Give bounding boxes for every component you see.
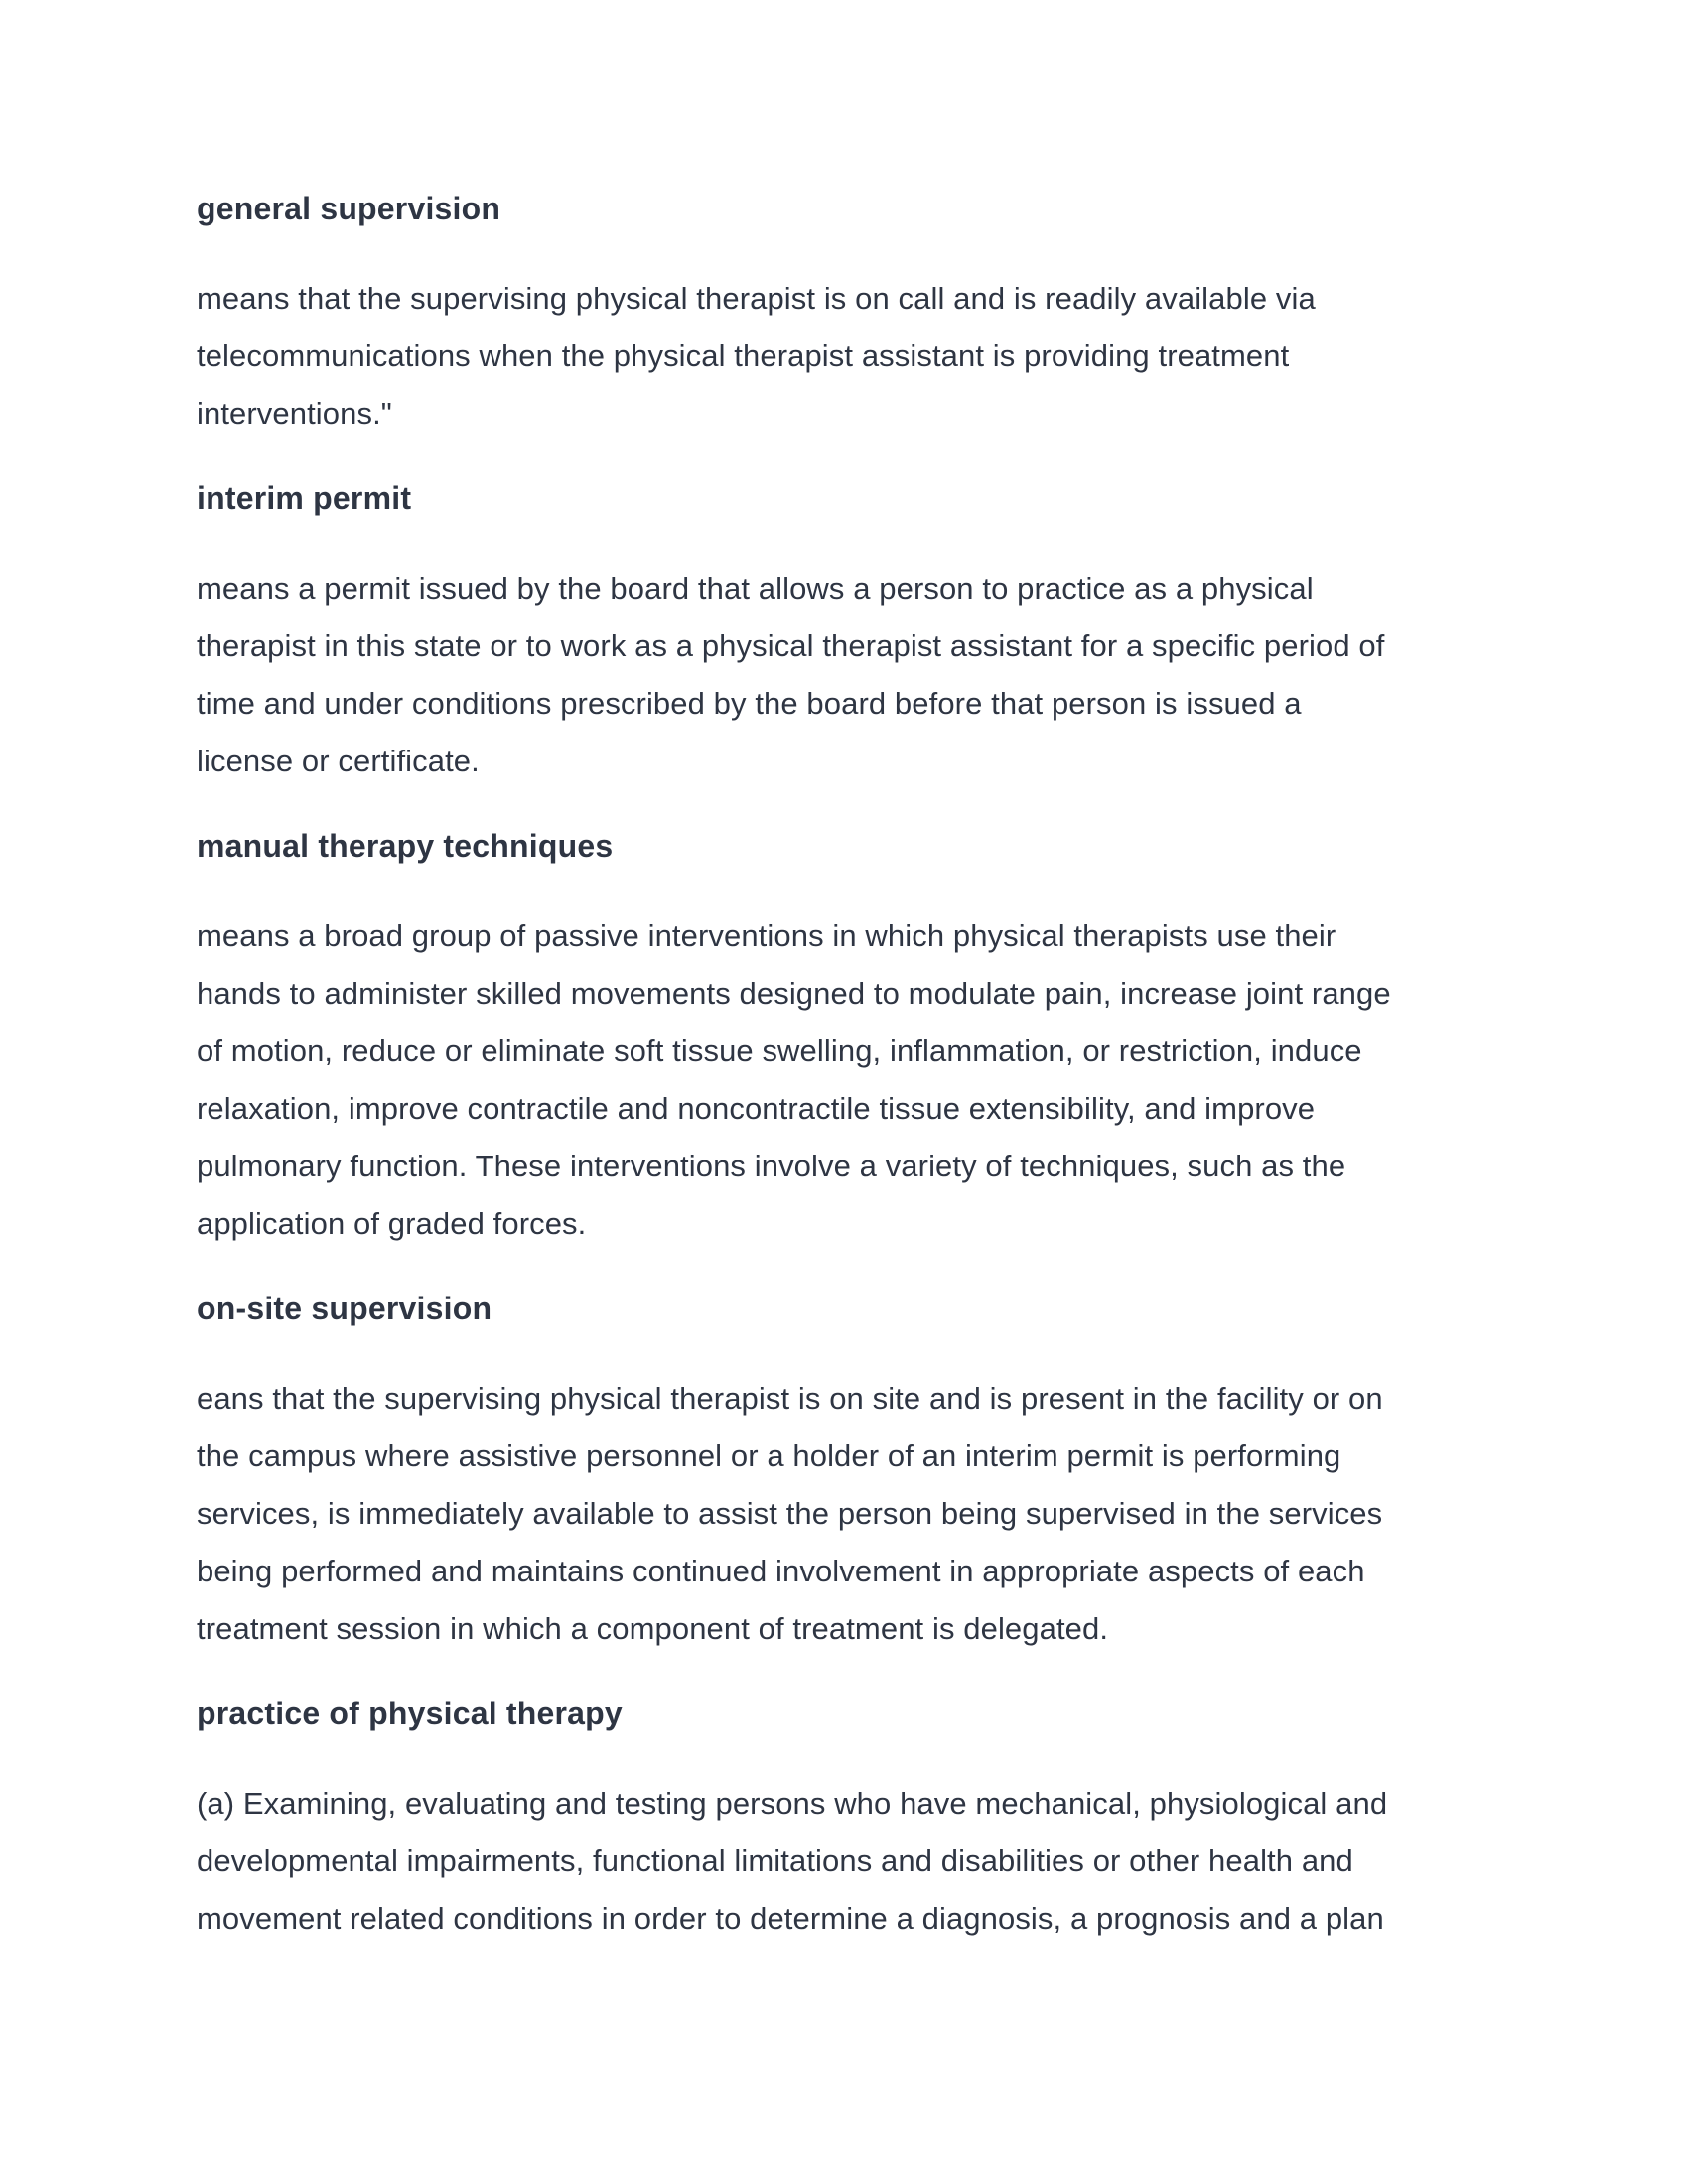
text-line: therapist in this state or to work as a physical therapist assistant for a specific period of bbox=[197, 628, 1385, 663]
definition-term: on-site supervision bbox=[197, 1291, 492, 1326]
definition-term: manual therapy techniques bbox=[197, 828, 614, 864]
text-line: means a broad group of passive interventions in which physical therapists use their bbox=[197, 918, 1336, 953]
definition-text bbox=[197, 907, 1499, 1253]
text-line: eans that the supervising physical therapist is on site and is present in the facility or on bbox=[197, 1381, 1383, 1416]
text-line: of motion, reduce or eliminate soft tissue swelling, inflammation, or restriction, induce bbox=[197, 1033, 1362, 1068]
text-line: (a) Examining, evaluating and testing persons who have mechanical, physiological and bbox=[197, 1786, 1388, 1821]
section-practice-of-physical-therapy bbox=[197, 1694, 1499, 1948]
section-manual-therapy-techniques bbox=[197, 826, 1499, 1253]
text-line: relaxation, improve contractile and noncontractile tissue extensibility, and improve bbox=[197, 1091, 1316, 1126]
text-line: treatment session in which a component of treatment is delegated. bbox=[197, 1611, 1109, 1646]
text-line: means a permit issued by the board that allows a person to practice as a physical bbox=[197, 571, 1314, 606]
text-line: being performed and maintains continued involvement in appropriate aspects of each bbox=[197, 1554, 1365, 1588]
text-line: means that the supervising physical therapist is on call and is readily available via bbox=[197, 281, 1316, 316]
definition-term: interim permit bbox=[197, 480, 412, 516]
text-line: services, is immediately available to assist the person being supervised in the services bbox=[197, 1496, 1383, 1531]
definition-text bbox=[197, 560, 1499, 790]
section-on-site-supervision bbox=[197, 1289, 1499, 1658]
section-interim-permit bbox=[197, 478, 1499, 790]
definition-text bbox=[197, 1775, 1499, 1948]
text-line: license or certificate. bbox=[197, 744, 480, 778]
text-line: time and under conditions prescribed by the board before that person is issued a bbox=[197, 686, 1302, 721]
text-line: hands to administer skilled movements designed to modulate pain, increase joint range bbox=[197, 976, 1391, 1011]
definition-text bbox=[197, 270, 1499, 443]
definition-term: general supervision bbox=[197, 191, 501, 226]
definition-term: practice of physical therapy bbox=[197, 1696, 623, 1731]
text-line: interventions." bbox=[197, 396, 392, 431]
section-general-supervision bbox=[197, 189, 1499, 443]
text-line: application of graded forces. bbox=[197, 1206, 587, 1241]
definition-text bbox=[197, 1370, 1499, 1658]
text-line: telecommunications when the physical therapist assistant is providing treatment bbox=[197, 339, 1290, 373]
text-line: developmental impairments, functional limitations and disabilities or other health and bbox=[197, 1843, 1353, 1878]
text-line: movement related conditions in order to determine a diagnosis, a prognosis and a plan bbox=[197, 1901, 1384, 1936]
text-line: pulmonary function. These interventions involve a variety of techniques, such as the bbox=[197, 1149, 1346, 1183]
text-line: the campus where assistive personnel or a holder of an interim permit is performing bbox=[197, 1438, 1341, 1473]
